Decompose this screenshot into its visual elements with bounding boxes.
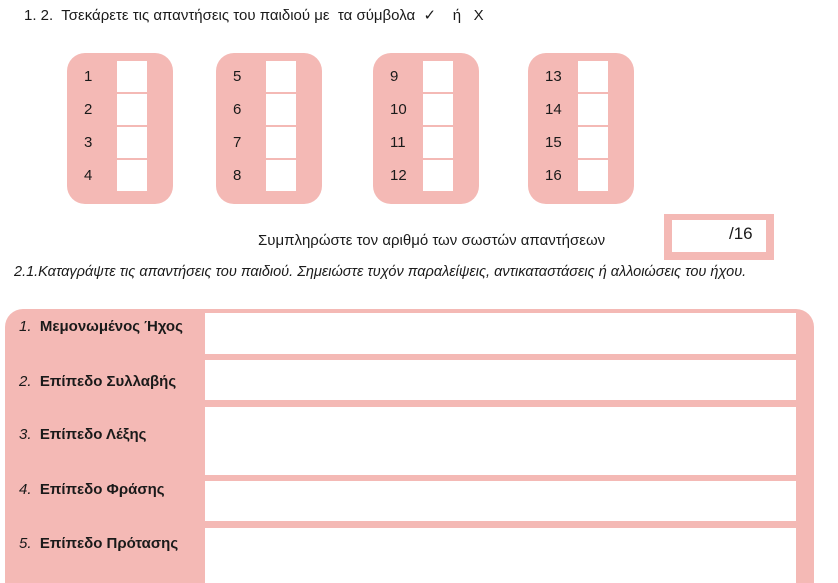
score-value: /16 xyxy=(729,224,753,243)
answer-row xyxy=(528,127,634,160)
item-number: 12 xyxy=(390,167,407,184)
level-label xyxy=(19,373,176,390)
item-number: 13 xyxy=(545,68,562,85)
answer-checkbox[interactable] xyxy=(266,160,296,191)
item-number: 5 xyxy=(233,68,242,85)
level-number: 5. xyxy=(19,535,32,552)
answer-row xyxy=(216,160,322,193)
response-panel xyxy=(5,309,814,583)
item-number: 15 xyxy=(545,134,562,151)
answer-checkbox[interactable] xyxy=(266,61,296,92)
item-number: 11 xyxy=(390,134,406,151)
answer-group-4 xyxy=(528,53,634,204)
score-label: Συμπληρώστε τον αριθμό των σωστών απαντήσεων xyxy=(258,232,606,249)
answer-row xyxy=(216,127,322,160)
level-label xyxy=(19,318,183,335)
answer-row xyxy=(67,61,173,94)
answer-checkbox[interactable] xyxy=(423,160,453,191)
answer-checkbox[interactable] xyxy=(266,94,296,125)
answer-checkbox[interactable] xyxy=(266,127,296,158)
item-number: 14 xyxy=(545,101,562,118)
answer-checkbox[interactable] xyxy=(117,61,147,92)
answer-checkbox[interactable] xyxy=(578,61,608,92)
answer-checkbox[interactable] xyxy=(578,160,608,191)
answer-checkbox[interactable] xyxy=(423,94,453,125)
answer-checkbox[interactable] xyxy=(423,127,453,158)
response-field-syllable[interactable] xyxy=(205,360,796,400)
item-number: 3 xyxy=(84,134,93,151)
item-number: 7 xyxy=(233,134,242,151)
level-label xyxy=(19,481,165,498)
item-number: 6 xyxy=(233,101,242,118)
question-2-title: 2.1.Καταγράψτε τις απαντήσεις του παιδιού. Σημειώστε τυχόν παραλείψεις, αντικαταστάσεις ή αλλοιώσεις του ήχου. xyxy=(14,264,747,280)
item-number: 8 xyxy=(233,167,242,184)
answer-row xyxy=(67,94,173,127)
answer-row xyxy=(528,61,634,94)
answer-group-1 xyxy=(67,53,173,204)
answer-row xyxy=(67,127,173,160)
item-number: 1 xyxy=(84,68,93,85)
response-field-sentence[interactable] xyxy=(205,528,796,583)
level-name: Επίπεδο Πρότασης xyxy=(39,535,179,552)
answer-checkbox[interactable] xyxy=(117,94,147,125)
answer-checkbox[interactable] xyxy=(578,127,608,158)
level-label xyxy=(19,426,146,443)
answer-row xyxy=(216,94,322,127)
score-box xyxy=(664,214,774,260)
answer-row xyxy=(373,94,479,127)
response-field-phrase[interactable] xyxy=(205,481,796,521)
answer-row xyxy=(528,94,634,127)
answer-checkbox[interactable] xyxy=(117,127,147,158)
answer-group-2 xyxy=(216,53,322,204)
level-number: 3. xyxy=(19,426,32,443)
item-number: 10 xyxy=(390,101,407,118)
level-number: 1. xyxy=(19,318,32,335)
answer-checkbox[interactable] xyxy=(117,160,147,191)
item-number: 2 xyxy=(84,101,93,118)
answer-checkbox[interactable] xyxy=(578,94,608,125)
answer-checkbox[interactable] xyxy=(423,61,453,92)
level-name: Επίπεδο Λέξης xyxy=(39,426,147,443)
answer-row xyxy=(373,127,479,160)
level-number: 2. xyxy=(19,373,32,390)
level-label xyxy=(19,535,178,552)
level-name: Μεμονωμένος Ήχος xyxy=(39,318,183,335)
level-number: 4. xyxy=(19,481,32,498)
level-name: Επίπεδο Συλλαβής xyxy=(39,373,177,390)
item-number: 9 xyxy=(390,68,399,85)
response-field-isolated-sound[interactable] xyxy=(205,313,796,354)
score-field[interactable] xyxy=(672,220,766,252)
answer-row xyxy=(216,61,322,94)
item-number: 16 xyxy=(545,167,562,184)
answer-row xyxy=(373,160,479,193)
answer-row xyxy=(373,61,479,94)
answer-group-3 xyxy=(373,53,479,204)
item-number: 4 xyxy=(84,167,93,184)
response-field-word[interactable] xyxy=(205,407,796,475)
question-1-title: 1. 2. Τσεκάρετε τις απαντήσεις του παιδιού με τα σύμβολα ✓ ή X xyxy=(24,7,484,24)
answer-row xyxy=(67,160,173,193)
answer-row xyxy=(528,160,634,193)
level-name: Επίπεδο Φράσης xyxy=(39,481,165,498)
